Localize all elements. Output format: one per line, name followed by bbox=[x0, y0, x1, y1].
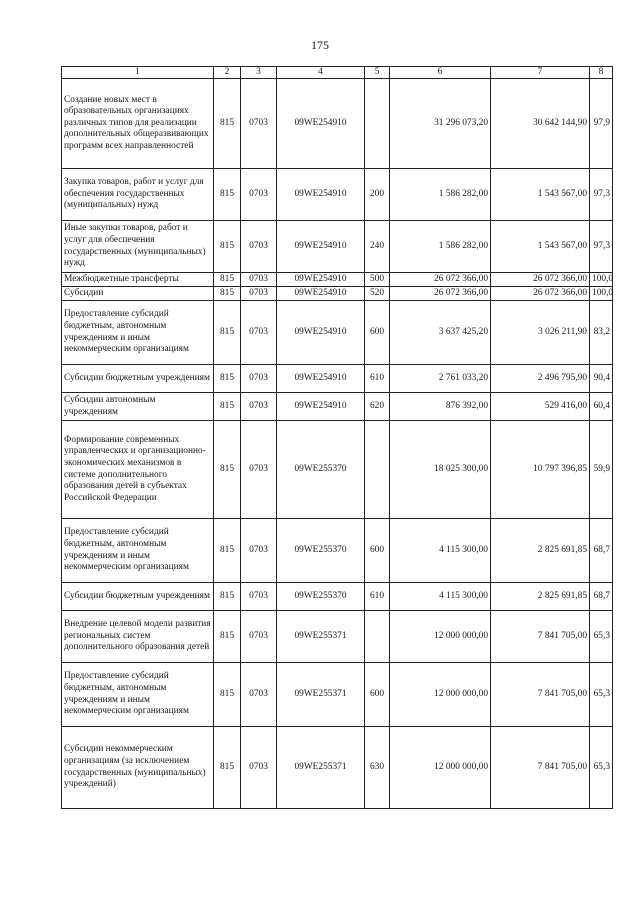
cell-code-section: 0703 bbox=[241, 421, 277, 519]
cell-executed-amount: 26 072 366,00 bbox=[491, 287, 590, 301]
cell-code-admin: 815 bbox=[214, 365, 241, 393]
cell-code-expense-type: 240 bbox=[365, 221, 390, 273]
cell-code-target: 09WE254910 bbox=[277, 287, 365, 301]
table-row bbox=[62, 611, 613, 663]
cell-code-section: 0703 bbox=[241, 273, 277, 287]
cell-planned-amount: 31 296 073,20 bbox=[390, 79, 491, 169]
column-header: 2 bbox=[214, 67, 241, 79]
cell-code-expense-type bbox=[365, 421, 390, 519]
page-number: 175 bbox=[311, 38, 329, 52]
cell-code-admin: 815 bbox=[214, 221, 241, 273]
column-header: 3 bbox=[241, 67, 277, 79]
cell-executed-amount: 26 072 366,00 bbox=[491, 273, 590, 287]
budget-table bbox=[61, 66, 613, 809]
table-row bbox=[62, 273, 613, 287]
cell-executed-amount: 10 797 396,85 bbox=[491, 421, 590, 519]
cell-percent: 68,7 bbox=[590, 519, 613, 583]
column-header: 8 bbox=[590, 67, 613, 79]
column-header: 1 bbox=[62, 67, 214, 79]
cell-code-admin: 815 bbox=[214, 79, 241, 169]
cell-planned-amount: 4 115 300,00 bbox=[390, 519, 491, 583]
cell-name: Закупка товаров, работ и услуг для обеспечения государственных (муниципальных) нужд bbox=[62, 169, 214, 221]
column-header: 5 bbox=[365, 67, 390, 79]
cell-planned-amount: 12 000 000,00 bbox=[390, 663, 491, 727]
cell-name: Субсидии автономным учреждениям bbox=[62, 393, 214, 421]
cell-code-target: 09WE255370 bbox=[277, 583, 365, 611]
cell-name: Субсидии бюджетным учреждениям bbox=[62, 583, 214, 611]
cell-code-expense-type: 200 bbox=[365, 169, 390, 221]
cell-code-section: 0703 bbox=[241, 393, 277, 421]
cell-code-expense-type: 520 bbox=[365, 287, 390, 301]
cell-percent: 97,3 bbox=[590, 169, 613, 221]
cell-planned-amount: 876 392,00 bbox=[390, 393, 491, 421]
cell-executed-amount: 529 416,00 bbox=[491, 393, 590, 421]
cell-code-section: 0703 bbox=[241, 727, 277, 809]
table-row bbox=[62, 301, 613, 365]
cell-executed-amount: 7 841 705,00 bbox=[491, 663, 590, 727]
cell-code-admin: 815 bbox=[214, 301, 241, 365]
cell-name: Предоставление субсидий бюджетным, автономным учреждениям и иным некоммерческим организациям bbox=[62, 663, 214, 727]
cell-percent: 100,0 bbox=[590, 273, 613, 287]
cell-planned-amount: 4 115 300,00 bbox=[390, 583, 491, 611]
cell-executed-amount: 1 543 567,00 bbox=[491, 221, 590, 273]
table-row bbox=[62, 221, 613, 273]
cell-code-target: 09WE254910 bbox=[277, 301, 365, 365]
cell-code-target: 09WE254910 bbox=[277, 221, 365, 273]
cell-code-expense-type bbox=[365, 79, 390, 169]
cell-percent: 97,3 bbox=[590, 221, 613, 273]
cell-percent: 59,9 bbox=[590, 421, 613, 519]
cell-code-section: 0703 bbox=[241, 611, 277, 663]
cell-code-target: 09WE255371 bbox=[277, 611, 365, 663]
cell-code-admin: 815 bbox=[214, 611, 241, 663]
cell-code-admin: 815 bbox=[214, 393, 241, 421]
cell-executed-amount: 2 825 691,85 bbox=[491, 583, 590, 611]
cell-percent: 90,4 bbox=[590, 365, 613, 393]
cell-name: Межбюджетные трансферты bbox=[62, 273, 214, 287]
cell-percent: 65,3 bbox=[590, 727, 613, 809]
cell-percent: 65,3 bbox=[590, 663, 613, 727]
cell-code-expense-type: 600 bbox=[365, 663, 390, 727]
cell-executed-amount: 7 841 705,00 bbox=[491, 727, 590, 809]
cell-name: Формирование современных управленческих и организационно-экономических механизмов в системе дополнительного образования детей в субъектах Российской Федерации bbox=[62, 421, 214, 519]
cell-planned-amount: 12 000 000,00 bbox=[390, 611, 491, 663]
cell-code-admin: 815 bbox=[214, 583, 241, 611]
cell-planned-amount: 2 761 033,20 bbox=[390, 365, 491, 393]
cell-code-expense-type: 500 bbox=[365, 273, 390, 287]
cell-code-target: 09WE254910 bbox=[277, 365, 365, 393]
cell-name: Предоставление субсидий бюджетным, автономным учреждениям и иным некоммерческим организациям bbox=[62, 519, 214, 583]
cell-code-section: 0703 bbox=[241, 583, 277, 611]
cell-code-section: 0703 bbox=[241, 169, 277, 221]
cell-percent: 60,4 bbox=[590, 393, 613, 421]
cell-code-section: 0703 bbox=[241, 221, 277, 273]
cell-executed-amount: 3 026 211,90 bbox=[491, 301, 590, 365]
cell-code-admin: 815 bbox=[214, 421, 241, 519]
table-row bbox=[62, 287, 613, 301]
cell-name: Субсидии бюджетным учреждениям bbox=[62, 365, 214, 393]
cell-planned-amount: 26 072 366,00 bbox=[390, 287, 491, 301]
cell-percent: 83,2 bbox=[590, 301, 613, 365]
cell-code-target: 09WE254910 bbox=[277, 79, 365, 169]
cell-code-expense-type: 610 bbox=[365, 583, 390, 611]
cell-code-target: 09WE255370 bbox=[277, 519, 365, 583]
cell-code-admin: 815 bbox=[214, 727, 241, 809]
cell-name: Субсидии bbox=[62, 287, 214, 301]
cell-code-expense-type: 620 bbox=[365, 393, 390, 421]
cell-planned-amount: 1 586 282,00 bbox=[390, 169, 491, 221]
cell-name: Иные закупки товаров, работ и услуг для обеспечения государственных (муниципальных) нужд bbox=[62, 221, 214, 273]
cell-code-admin: 815 bbox=[214, 273, 241, 287]
cell-executed-amount: 2 825 691,85 bbox=[491, 519, 590, 583]
table-row bbox=[62, 727, 613, 809]
cell-code-target: 09WE254910 bbox=[277, 169, 365, 221]
cell-name: Предоставление субсидий бюджетным, автономным учреждениям и иным некоммерческим организациям bbox=[62, 301, 214, 365]
cell-code-admin: 815 bbox=[214, 169, 241, 221]
column-header: 4 bbox=[277, 67, 365, 79]
cell-name: Создание новых мест в образовательных организациях различных типов для реализации дополнительных общеразвивающих программ всех направленностей bbox=[62, 79, 214, 169]
cell-code-admin: 815 bbox=[214, 519, 241, 583]
cell-code-target: 09WE255370 bbox=[277, 421, 365, 519]
cell-code-section: 0703 bbox=[241, 519, 277, 583]
cell-code-admin: 815 bbox=[214, 287, 241, 301]
cell-code-section: 0703 bbox=[241, 365, 277, 393]
cell-executed-amount: 30 642 144,90 bbox=[491, 79, 590, 169]
cell-planned-amount: 26 072 366,00 bbox=[390, 273, 491, 287]
cell-code-section: 0703 bbox=[241, 663, 277, 727]
cell-code-section: 0703 bbox=[241, 301, 277, 365]
cell-name: Субсидии некоммерческим организациям (за исключением государственных (муниципальных) учреждений) bbox=[62, 727, 214, 809]
table-row bbox=[62, 583, 613, 611]
cell-code-admin: 815 bbox=[214, 663, 241, 727]
cell-executed-amount: 7 841 705,00 bbox=[491, 611, 590, 663]
cell-code-expense-type: 610 bbox=[365, 365, 390, 393]
cell-planned-amount: 12 000 000,00 bbox=[390, 727, 491, 809]
table-row bbox=[62, 663, 613, 727]
cell-planned-amount: 3 637 425,20 bbox=[390, 301, 491, 365]
cell-code-target: 09WE255371 bbox=[277, 663, 365, 727]
cell-planned-amount: 18 025 300,00 bbox=[390, 421, 491, 519]
cell-executed-amount: 1 543 567,00 bbox=[491, 169, 590, 221]
column-header: 6 bbox=[390, 67, 491, 79]
cell-code-target: 09WE255371 bbox=[277, 727, 365, 809]
cell-percent: 100,0 bbox=[590, 287, 613, 301]
column-header: 7 bbox=[491, 67, 590, 79]
table-row bbox=[62, 79, 613, 169]
cell-code-expense-type bbox=[365, 611, 390, 663]
cell-code-section: 0703 bbox=[241, 287, 277, 301]
cell-code-expense-type: 630 bbox=[365, 727, 390, 809]
header-row bbox=[62, 67, 613, 79]
cell-code-target: 09WE254910 bbox=[277, 393, 365, 421]
cell-percent: 68,7 bbox=[590, 583, 613, 611]
cell-name: Внедрение целевой модели развития региональных систем дополнительного образования детей bbox=[62, 611, 214, 663]
table-row bbox=[62, 519, 613, 583]
cell-executed-amount: 2 496 795,90 bbox=[491, 365, 590, 393]
cell-code-section: 0703 bbox=[241, 79, 277, 169]
cell-code-expense-type: 600 bbox=[365, 519, 390, 583]
cell-code-target: 09WE254910 bbox=[277, 273, 365, 287]
cell-percent: 65,3 bbox=[590, 611, 613, 663]
table-row bbox=[62, 365, 613, 393]
cell-percent: 97,9 bbox=[590, 79, 613, 169]
cell-planned-amount: 1 586 282,00 bbox=[390, 221, 491, 273]
cell-code-expense-type: 600 bbox=[365, 301, 390, 365]
table-row bbox=[62, 421, 613, 519]
table-row bbox=[62, 169, 613, 221]
table-row bbox=[62, 393, 613, 421]
